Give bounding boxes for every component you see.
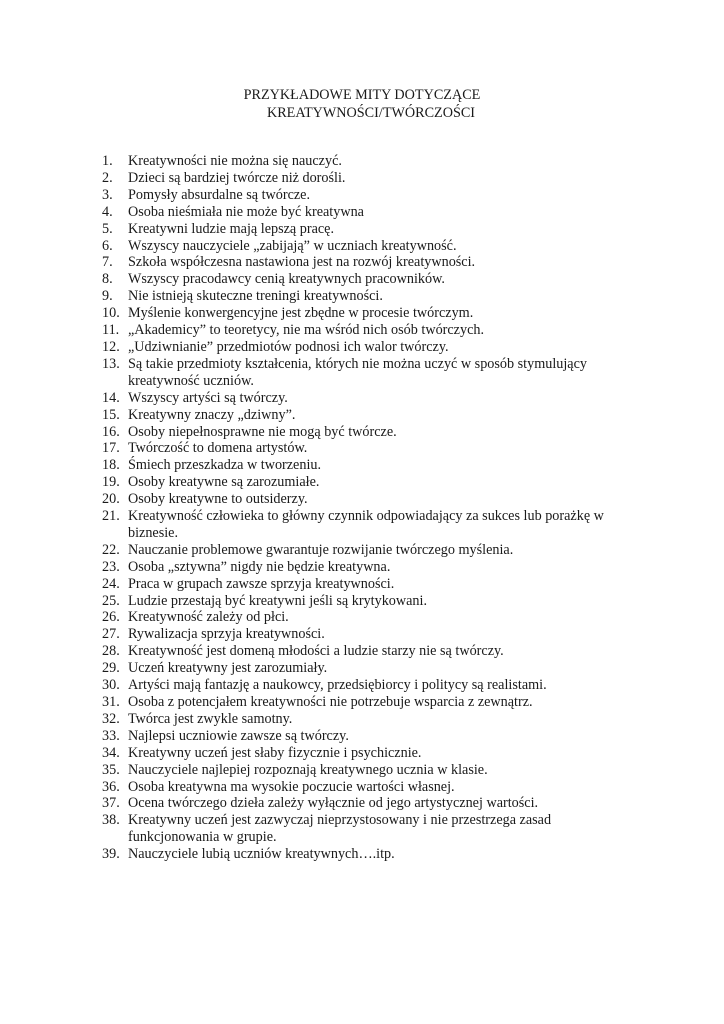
list-item-text: Myślenie konwergencyjne jest zbędne w procesie twórczym.	[128, 305, 474, 322]
list-item-number: 36.	[102, 778, 120, 795]
list-item	[102, 626, 642, 643]
list-item	[102, 322, 642, 339]
list-item-number: 39.	[102, 846, 120, 863]
list-item-number: 13.	[102, 355, 120, 372]
list-item	[102, 812, 642, 846]
list-item-number: 1.	[102, 153, 113, 169]
list-item-number: 37.	[102, 795, 120, 812]
list-item	[102, 593, 642, 610]
list-item-number: 31.	[102, 694, 120, 710]
list-item-number: 11.	[102, 322, 120, 339]
list-item	[102, 711, 642, 728]
list-item-text: Osoba „sztywna” nigdy nie będzie kreatywna.	[128, 558, 391, 575]
list-item-text: Osoby kreatywne są zarozumiałe.	[128, 474, 320, 491]
list-item-text: Twórczość to domena artystów.	[128, 440, 308, 457]
list-item	[102, 779, 642, 796]
list-item-number: 24.	[102, 575, 120, 592]
list-item-number: 15.	[102, 406, 120, 423]
list-item-number: 14.	[102, 389, 120, 406]
list-item-text: Rywalizacja sprzyja kreatywności.	[128, 626, 325, 643]
list-item-number: 9.	[102, 288, 113, 305]
list-item-text: Osoby niepełnosprawne nie mogą być twórcze.	[128, 423, 397, 440]
list-item-number: 32.	[102, 710, 120, 727]
list-item-text: Kreatywność jest domeną młodości a ludzie starzy nie są twórczy.	[128, 643, 504, 660]
list-item	[102, 846, 642, 863]
list-item	[102, 457, 642, 474]
list-item-text: Kreatywny uczeń jest zazwyczaj nieprzystosowany i nie przestrzega zasad funkcjonowania w grupie.	[128, 812, 552, 846]
list-item-number: 35.	[102, 761, 120, 778]
list-item	[102, 795, 642, 812]
list-item-number: 2.	[102, 169, 113, 186]
list-item-text: Nauczyciele najlepiej rozpoznają kreatywnego ucznia w klasie.	[128, 761, 488, 778]
list-item-text: Osoba nieśmiała nie może być kreatywna	[128, 203, 364, 220]
list-item-text: Kreatywność zależy od płci.	[128, 609, 289, 626]
list-item	[102, 238, 642, 255]
list-item-text: Nauczyciele lubią uczniów kreatywnych….itp.	[128, 846, 395, 863]
list-item	[102, 356, 642, 390]
list-item-number: 18.	[102, 457, 120, 474]
list-item-text: Uczeń kreatywny jest zarozumiały.	[128, 660, 328, 677]
list-item-text: Dzieci są bardziej twórcze niż dorośli.	[128, 169, 346, 186]
list-item	[102, 221, 642, 238]
list-item-text: Wszyscy pracodawcy cenią kreatywnych pracowników.	[128, 271, 445, 288]
title-line-2: KREATYWNOŚCI/TWÓRCZOŚCI	[266, 105, 476, 121]
list-item	[102, 694, 642, 711]
list-item-text: Nie istnieją skuteczne treningi kreatywności.	[128, 288, 383, 305]
list-item-text: Wszyscy artyści są twórczy.	[128, 389, 288, 406]
list-item-text: Kreatywni ludzie mają lepszą pracę.	[128, 220, 335, 237]
list-item-number: 6.	[102, 237, 113, 254]
list-item-text: Nauczanie problemowe gwarantuje rozwijanie twórczego myślenia.	[128, 541, 514, 558]
list-item-number: 19.	[102, 474, 120, 491]
list-item-text: Osoba z potencjałem kreatywności nie potrzebuje wsparcia z zewnątrz.	[128, 694, 533, 710]
list-item-text: Śmiech przeszkadza w tworzeniu.	[128, 457, 322, 474]
list-item-text: „Udziwnianie” przedmiotów podnosi ich walor twórczy.	[128, 338, 449, 355]
list-item	[102, 508, 642, 542]
list-item	[102, 305, 642, 322]
list-item-number: 4.	[102, 203, 113, 220]
list-item	[102, 254, 642, 271]
list-item-number: 16.	[102, 423, 120, 440]
list-item-number: 7.	[102, 254, 113, 271]
list-item	[102, 187, 642, 204]
title-line-1: PRZYKŁADOWE MITY DOTYCZĄCE	[243, 87, 481, 103]
list-item-text: Najlepsi uczniowie zawsze są twórczy.	[128, 727, 349, 744]
list-item-number: 20.	[102, 491, 120, 508]
list-item-number: 27.	[102, 626, 120, 643]
list-item	[102, 390, 642, 407]
list-item-text: Pomysły absurdalne są twórcze.	[128, 186, 311, 203]
list-item-text: „Akademicy” to teoretycy, nie ma wśród nich osób twórczych.	[128, 322, 485, 339]
list-item-number: 38.	[102, 812, 120, 829]
list-item	[102, 339, 642, 356]
list-item	[102, 559, 642, 576]
list-item-number: 26.	[102, 609, 120, 626]
list-item	[102, 576, 642, 593]
list-item-text: Kreatywności nie można się nauczyć.	[128, 153, 342, 169]
list-item-number: 23.	[102, 558, 120, 575]
list-item	[102, 542, 642, 559]
list-item-number: 30.	[102, 677, 120, 694]
list-item-text: Osoba kreatywna ma wysokie poczucie wartości własnej.	[128, 778, 455, 795]
document-title	[0, 86, 724, 122]
myths-list	[102, 153, 642, 863]
list-item-number: 8.	[102, 271, 113, 288]
list-item-number: 25.	[102, 592, 120, 609]
list-item-text: Ludzie przestają być kreatywni jeśli są krytykowani.	[128, 592, 428, 609]
list-item-text: Szkoła współczesna nastawiona jest na rozwój kreatywności.	[128, 254, 476, 271]
list-item-number: 29.	[102, 660, 120, 677]
list-item-number: 10.	[102, 305, 120, 322]
list-item	[102, 153, 642, 170]
list-item-number: 33.	[102, 727, 120, 744]
list-item	[102, 660, 642, 677]
list-item	[102, 424, 642, 441]
list-item	[102, 762, 642, 779]
list-item-number: 17.	[102, 440, 120, 457]
list-item	[102, 440, 642, 457]
list-item-text: Osoby kreatywne to outsiderzy.	[128, 491, 308, 508]
list-item	[102, 204, 642, 221]
list-item-number: 12.	[102, 338, 120, 355]
list-item	[102, 271, 642, 288]
list-item	[102, 407, 642, 424]
list-item	[102, 643, 642, 660]
list-item	[102, 677, 642, 694]
list-item	[102, 728, 642, 745]
list-item	[102, 609, 642, 626]
list-item-number: 34.	[102, 744, 120, 761]
list-item-number: 5.	[102, 220, 113, 237]
list-item	[102, 745, 642, 762]
list-item-text: Są takie przedmioty kształcenia, których nie można uczyć w sposób stymulujący kreatywność uczniów.	[128, 355, 587, 389]
list-item	[102, 474, 642, 491]
list-item-text: Wszyscy nauczyciele „zabijają” w uczniach kreatywność.	[128, 237, 457, 254]
list-item	[102, 288, 642, 305]
list-item-number: 28.	[102, 643, 120, 660]
list-item-text: Praca w grupach zawsze sprzyja kreatywności.	[128, 575, 395, 592]
list-item-number: 22.	[102, 541, 120, 558]
list-item-text: Kreatywny uczeń jest słaby fizycznie i psychicznie.	[128, 744, 422, 761]
list-item-text: Kreatywny znaczy „dziwny”.	[128, 406, 296, 423]
list-item-number: 3.	[102, 186, 113, 203]
list-item-text: Ocena twórczego dzieła zależy wyłącznie od jego artystycznej wartości.	[128, 795, 539, 812]
list-item	[102, 170, 642, 187]
list-item-number: 21.	[102, 508, 120, 525]
list-item-text: Twórca jest zwykle samotny.	[128, 710, 293, 727]
list-item	[102, 491, 642, 508]
list-item-text: Kreatywność człowieka to główny czynnik odpowiadający za sukces lub porażkę w biznesie.	[128, 508, 604, 541]
list-item-text: Artyści mają fantazję a naukowcy, przedsiębiorcy i politycy są realistami.	[128, 677, 547, 694]
